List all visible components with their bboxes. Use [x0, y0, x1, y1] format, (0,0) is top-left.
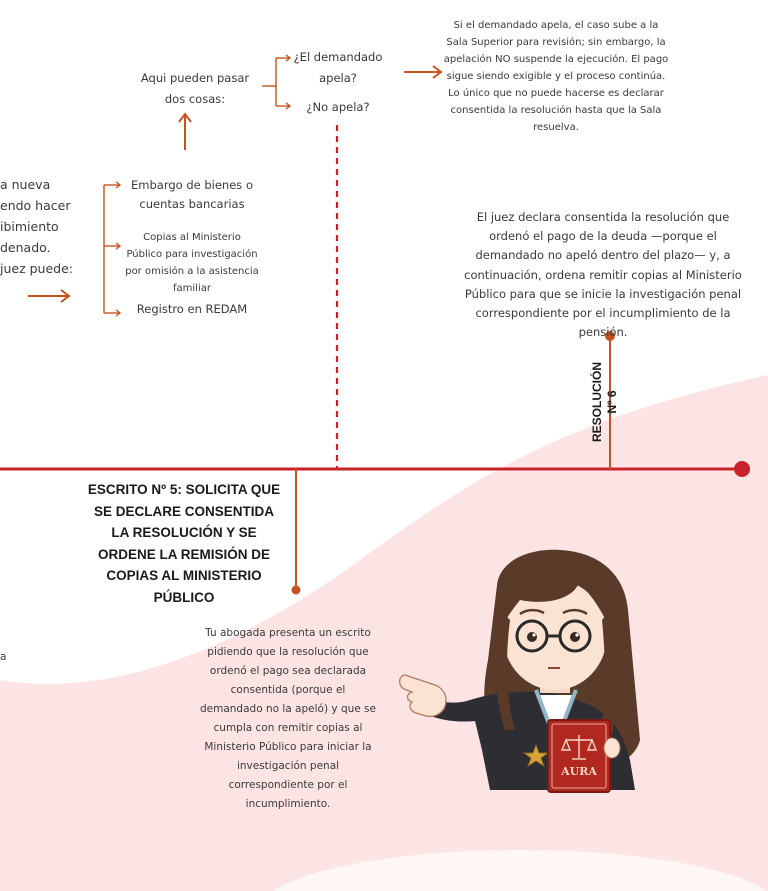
appeal-note: Si el demandado apela, el caso sube a la Sala Superior para revisión; sin embargo, la apelación NO suspende la ejecución. El pago sigue siendo exigible y el proceso continúa. Lo único que no puede hacerse es declarar consentida la resolución hasta que la Sala resuelva. — [443, 20, 669, 133]
left-fragment-line: denado. — [0, 240, 51, 255]
resolution6-label-line2: Nº 6 — [605, 390, 619, 414]
escrito5-text: Tu abogada presenta un escrito pidiendo que la resolución que ordenó el pago sea declarada consentida (porque el demandado no la apeló) y que se cumpla con remitir copias al Ministerio Público para iniciar la investigación penal correspondiente por el incumplimiento. — [199, 627, 376, 810]
resolution6-label — [580, 357, 630, 447]
option-redam: Registro en REDAM — [136, 302, 248, 316]
branch-bracket — [262, 55, 290, 109]
resolution6-text: El juez declara consentida la resolución que ordenó el pago de la deuda —porque el demandado no apeló dentro del plazo— y, a continuación, ordena remitir copias al Ministerio Público para que se inicie la investigación penal correspondiente por el incumplimiento de la pensión. — [464, 210, 742, 340]
left-fragment-line: ibimiento — [0, 219, 59, 234]
option-copias: Copias al Ministerio Público para investigación por omisión a la asistencia familiar — [125, 232, 259, 294]
branch-no-apela: ¿No apela? — [306, 100, 370, 114]
left-fragment-bottom: a — [0, 651, 7, 663]
branch-apela: ¿El demandado apela? — [293, 50, 383, 85]
left-fragment-line: a nueva — [0, 177, 51, 192]
pink-wave-background — [0, 375, 768, 891]
escrito5-title: ESCRITO Nº 5: SOLICITA QUE SE DECLARE CONSENTIDA LA RESOLUCIÓN Y SE ORDENE LA REMISIÓN DE COPIAS AL MINISTERIO PÚBLICO — [87, 482, 281, 605]
options-bracket — [104, 185, 120, 313]
escrito5-dot — [292, 586, 301, 595]
book-label: AURA — [561, 765, 597, 778]
resolution6-label-line1: RESOLUCIÓN — [590, 362, 604, 443]
option-embargo: Embargo de bienes o cuentas bancarias — [131, 178, 253, 211]
left-fragment-line: juez puede: — [0, 261, 74, 276]
resolution6-label-wrap — [560, 362, 650, 443]
left-fragment-text — [0, 174, 73, 279]
timeline-end-dot — [734, 461, 750, 477]
left-arrow-icon — [28, 290, 69, 302]
right-arrow-icon — [404, 66, 441, 78]
left-fragment-line: endo hacer — [0, 198, 71, 213]
branch-intro: Aqui pueden pasar dos cosas: — [140, 71, 250, 106]
bracket-arrowheads-icon — [116, 182, 120, 316]
up-arrow-icon — [179, 114, 191, 150]
